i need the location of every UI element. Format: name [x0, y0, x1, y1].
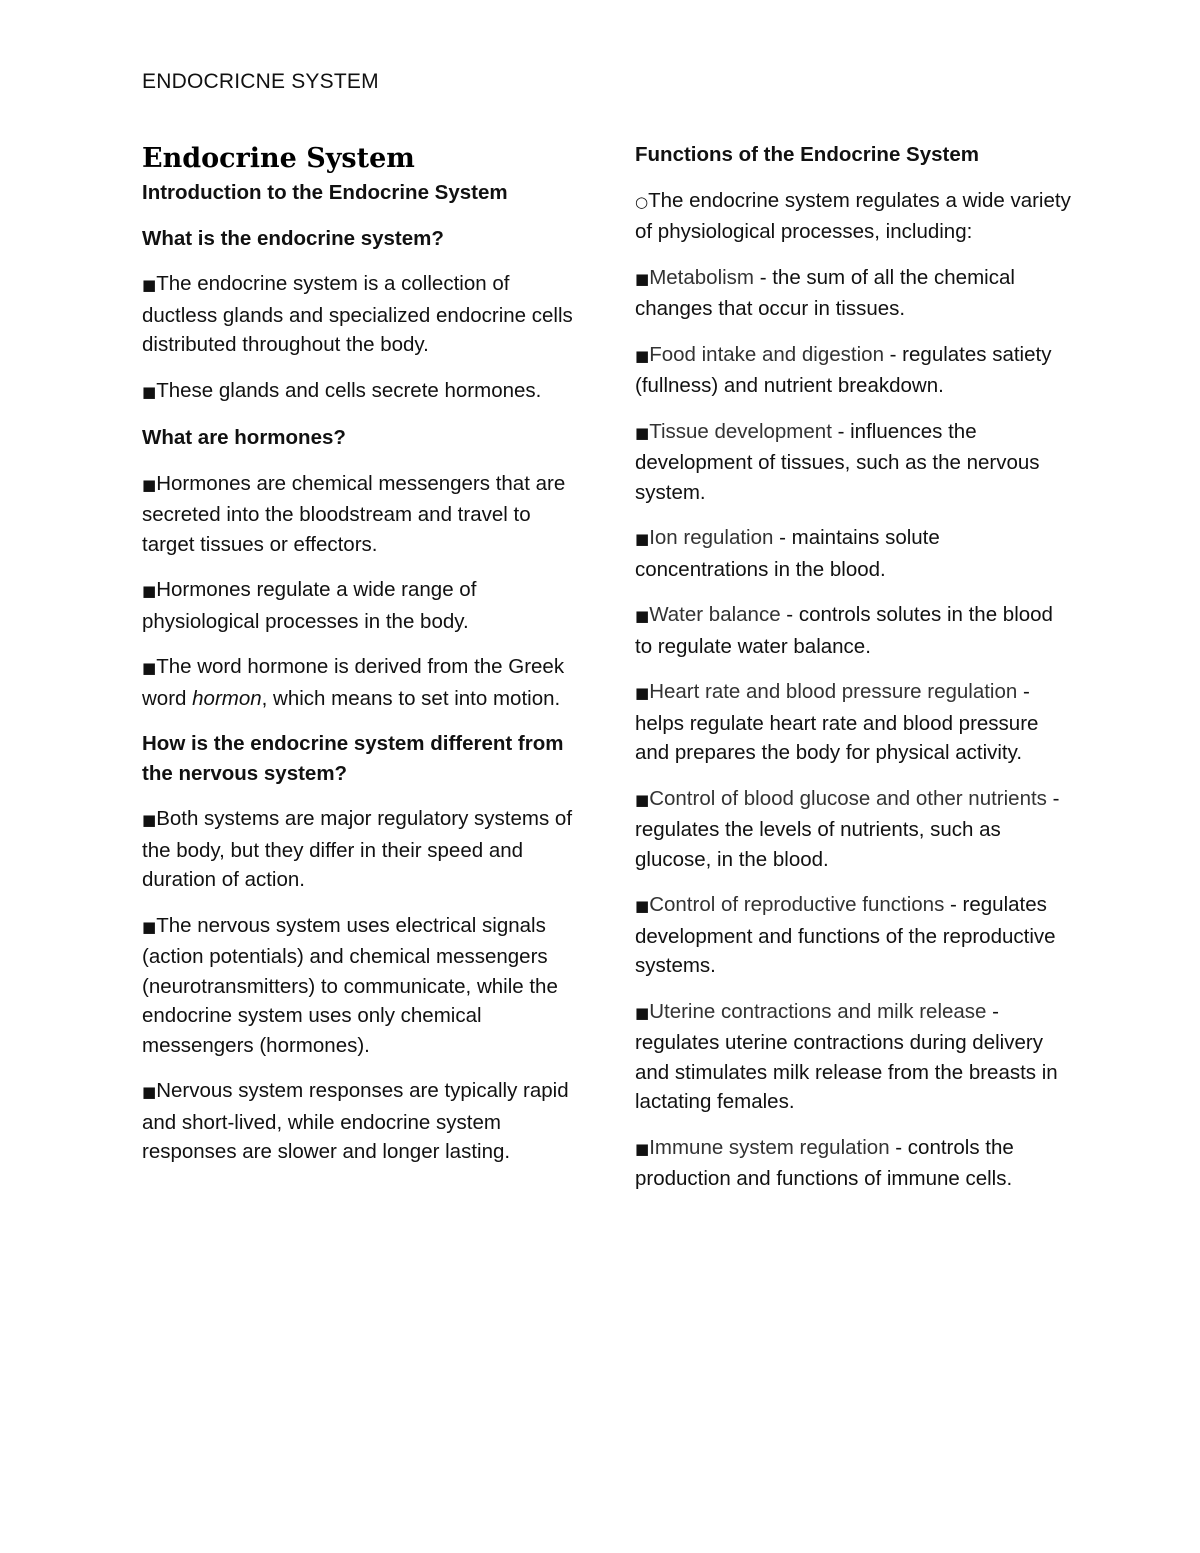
square-bullet-icon: ■	[142, 582, 157, 600]
square-bullet-icon: ■	[635, 423, 650, 442]
square-bullet-icon: ■	[635, 530, 650, 548]
emphasis-hormon: hormon	[192, 686, 262, 710]
paragraph: ■Nervous system responses are typically rapid and short-lived, while endocrine system responses are slower and longer lasting.	[142, 1079, 569, 1163]
function-item: ■Water balance - controls solutes in the blood to regulate water balance.	[635, 603, 1053, 658]
square-bullet-icon: ■	[142, 276, 157, 294]
right-column	[635, 140, 1075, 1210]
paragraph: ■The nervous system uses electrical signals (action potentials) and chemical messengers (neurotransmitters) to communicate, while the endocrine system uses only chemical messengers (hormones).	[142, 913, 558, 1057]
square-bullet-icon: ■	[635, 1139, 650, 1158]
paragraph: ■Hormones regulate a wide range of physiological processes in the body.	[142, 578, 477, 633]
function-item: ■Food intake and digestion - regulates satiety (fullness) and nutrient breakdown.	[635, 342, 1052, 397]
square-bullet-icon: ■	[142, 811, 157, 829]
square-bullet-icon: ■	[142, 1083, 157, 1101]
document-subtitle: Introduction to the Endocrine System	[142, 181, 508, 204]
function-item: ■Control of blood glucose and other nutrients - regulates the levels of nutrients, such as glucose, in the blood.	[635, 786, 1060, 871]
square-bullet-icon: ■	[635, 346, 650, 365]
paragraph: ■The word hormone is derived from the Greek word hormon, which means to set into motion.	[142, 655, 565, 710]
function-item: ■Tissue development - influences the development of tissues, such as the nervous system.	[635, 419, 1040, 504]
paragraph: ■Both systems are major regulatory systems of the body, but they differ in their speed and duration of action.	[142, 807, 573, 891]
function-item: ■Metabolism - the sum of all the chemical changes that occur in tissues.	[635, 265, 1015, 320]
functions-intro: ○The endocrine system regulates a wide variety of physiological processes, including:	[635, 188, 1071, 243]
function-item: ■Heart rate and blood pressure regulation - helps regulate heart rate and blood pressure and prepares the body for physical activity.	[635, 680, 1039, 764]
paragraph: ■The endocrine system is a collection of ductless glands and specialized endocrine cells distributed throughout the body.	[142, 272, 573, 356]
square-bullet-icon: ■	[142, 382, 157, 401]
document-title: Endocrine System	[142, 143, 415, 174]
square-bullet-icon: ■	[142, 475, 157, 494]
square-bullet-icon: ■	[635, 1003, 650, 1022]
question-heading-hormones: What are hormones?	[142, 426, 346, 449]
function-item: ■Immune system regulation - controls the production and functions of immune cells.	[635, 1135, 1014, 1190]
left-column	[142, 140, 582, 1183]
paragraph: ■These glands and cells secrete hormones.	[142, 378, 542, 402]
square-bullet-icon: ■	[142, 917, 157, 936]
circle-bullet-icon: ○	[635, 192, 649, 211]
function-item: ■Ion regulation - maintains solute concentrations in the blood.	[635, 526, 940, 581]
square-bullet-icon: ■	[142, 659, 157, 677]
function-item: ■Uterine contractions and milk release - regulates uterine contractions during delivery and stimulates milk release from the breasts in lactating females.	[635, 999, 1058, 1113]
question-heading-difference: How is the endocrine system different from the nervous system?	[142, 732, 564, 785]
square-bullet-icon: ■	[635, 269, 650, 288]
running-header: ENDOCRICNE SYSTEM	[142, 70, 379, 93]
square-bullet-icon: ■	[635, 607, 650, 625]
functions-heading: Functions of the Endocrine System	[635, 143, 979, 166]
square-bullet-icon: ■	[635, 897, 650, 915]
question-heading-endocrine: What is the endocrine system?	[142, 226, 444, 250]
square-bullet-icon: ■	[635, 684, 650, 702]
paragraph: ■Hormones are chemical messengers that are secreted into the bloodstream and travel to target tissues or effectors.	[142, 471, 566, 556]
function-item: ■Control of reproductive functions - regulates development and functions of the reproductive systems.	[635, 893, 1056, 977]
square-bullet-icon: ■	[635, 790, 650, 809]
